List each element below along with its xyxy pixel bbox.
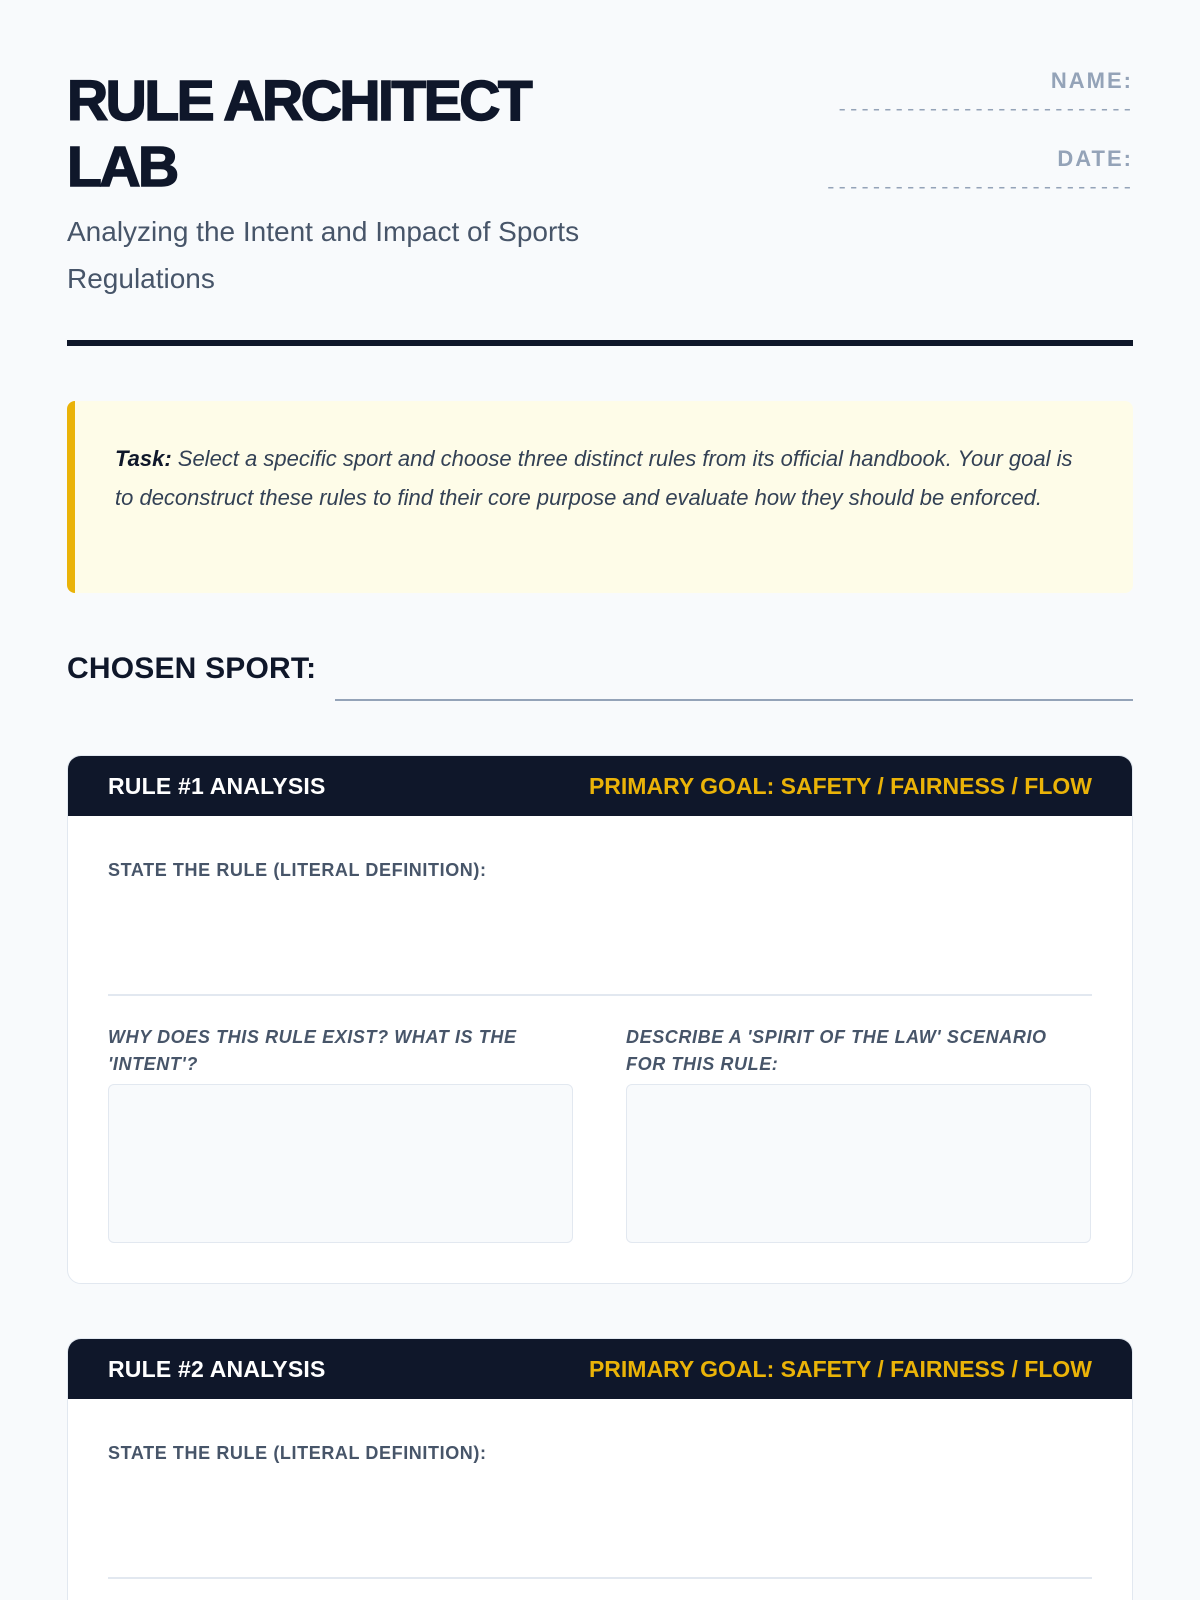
rule-card-header <box>68 756 1132 816</box>
name-field[interactable]: -------------------------- <box>836 99 1133 121</box>
task-lead: Task: <box>115 446 172 471</box>
rule-title: RULE #1 ANALYSIS <box>108 772 326 799</box>
spirit-answer-box[interactable] <box>626 1084 1091 1243</box>
state-rule-field[interactable] <box>108 994 1092 996</box>
page-subtitle: Analyzing the Intent and Impact of Sports Regulations <box>67 216 580 294</box>
chosen-sport-label: CHOSEN SPORT: <box>67 652 317 685</box>
page-title: RULE ARCHITECT LAB <box>67 69 531 199</box>
student-info <box>753 64 1133 220</box>
rule-goal: PRIMARY GOAL: SAFETY / FAIRNESS / FLOW <box>588 1355 1092 1382</box>
worksheet-page <box>67 0 1133 1463</box>
rule-card-body <box>68 1399 1132 1600</box>
spirit-section <box>626 1024 1091 1243</box>
state-rule-field[interactable] <box>108 1577 1092 1579</box>
rule-title: RULE #2 ANALYSIS <box>108 1355 326 1382</box>
task-callout <box>67 401 1133 593</box>
rule-card-body <box>68 816 1132 1284</box>
state-rule-label: STATE THE RULE (LITERAL DEFINITION): <box>108 1443 487 1463</box>
task-text: Select a specific sport and choose three distinct rules from its official handbook. Your goal is to deconstruct these rules to find their core purpose and evaluate how they should be enforced. <box>115 446 1073 510</box>
spirit-label: DESCRIBE A 'SPIRIT OF THE LAW' SCENARIO FOR THIS RULE: <box>626 1027 1047 1074</box>
rule-card-header <box>68 1339 1132 1399</box>
chosen-sport-field[interactable] <box>335 699 1133 701</box>
rule-goal: PRIMARY GOAL: SAFETY / FAIRNESS / FLOW <box>588 772 1092 799</box>
date-field[interactable]: --------------------------- <box>825 177 1133 199</box>
intent-section <box>108 1024 573 1243</box>
header-divider <box>67 340 1133 346</box>
rule-card-1 <box>67 755 1133 1284</box>
name-label: NAME: <box>1050 68 1133 93</box>
date-label: DATE: <box>1057 146 1133 171</box>
rule-card-2 <box>67 1338 1133 1600</box>
state-rule-label: STATE THE RULE (LITERAL DEFINITION): <box>108 860 487 880</box>
intent-label: WHY DOES THIS RULE EXIST? WHAT IS THE 'INTENT'? <box>108 1027 517 1074</box>
intent-answer-box[interactable] <box>108 1084 573 1243</box>
worksheet-header <box>67 0 1133 345</box>
